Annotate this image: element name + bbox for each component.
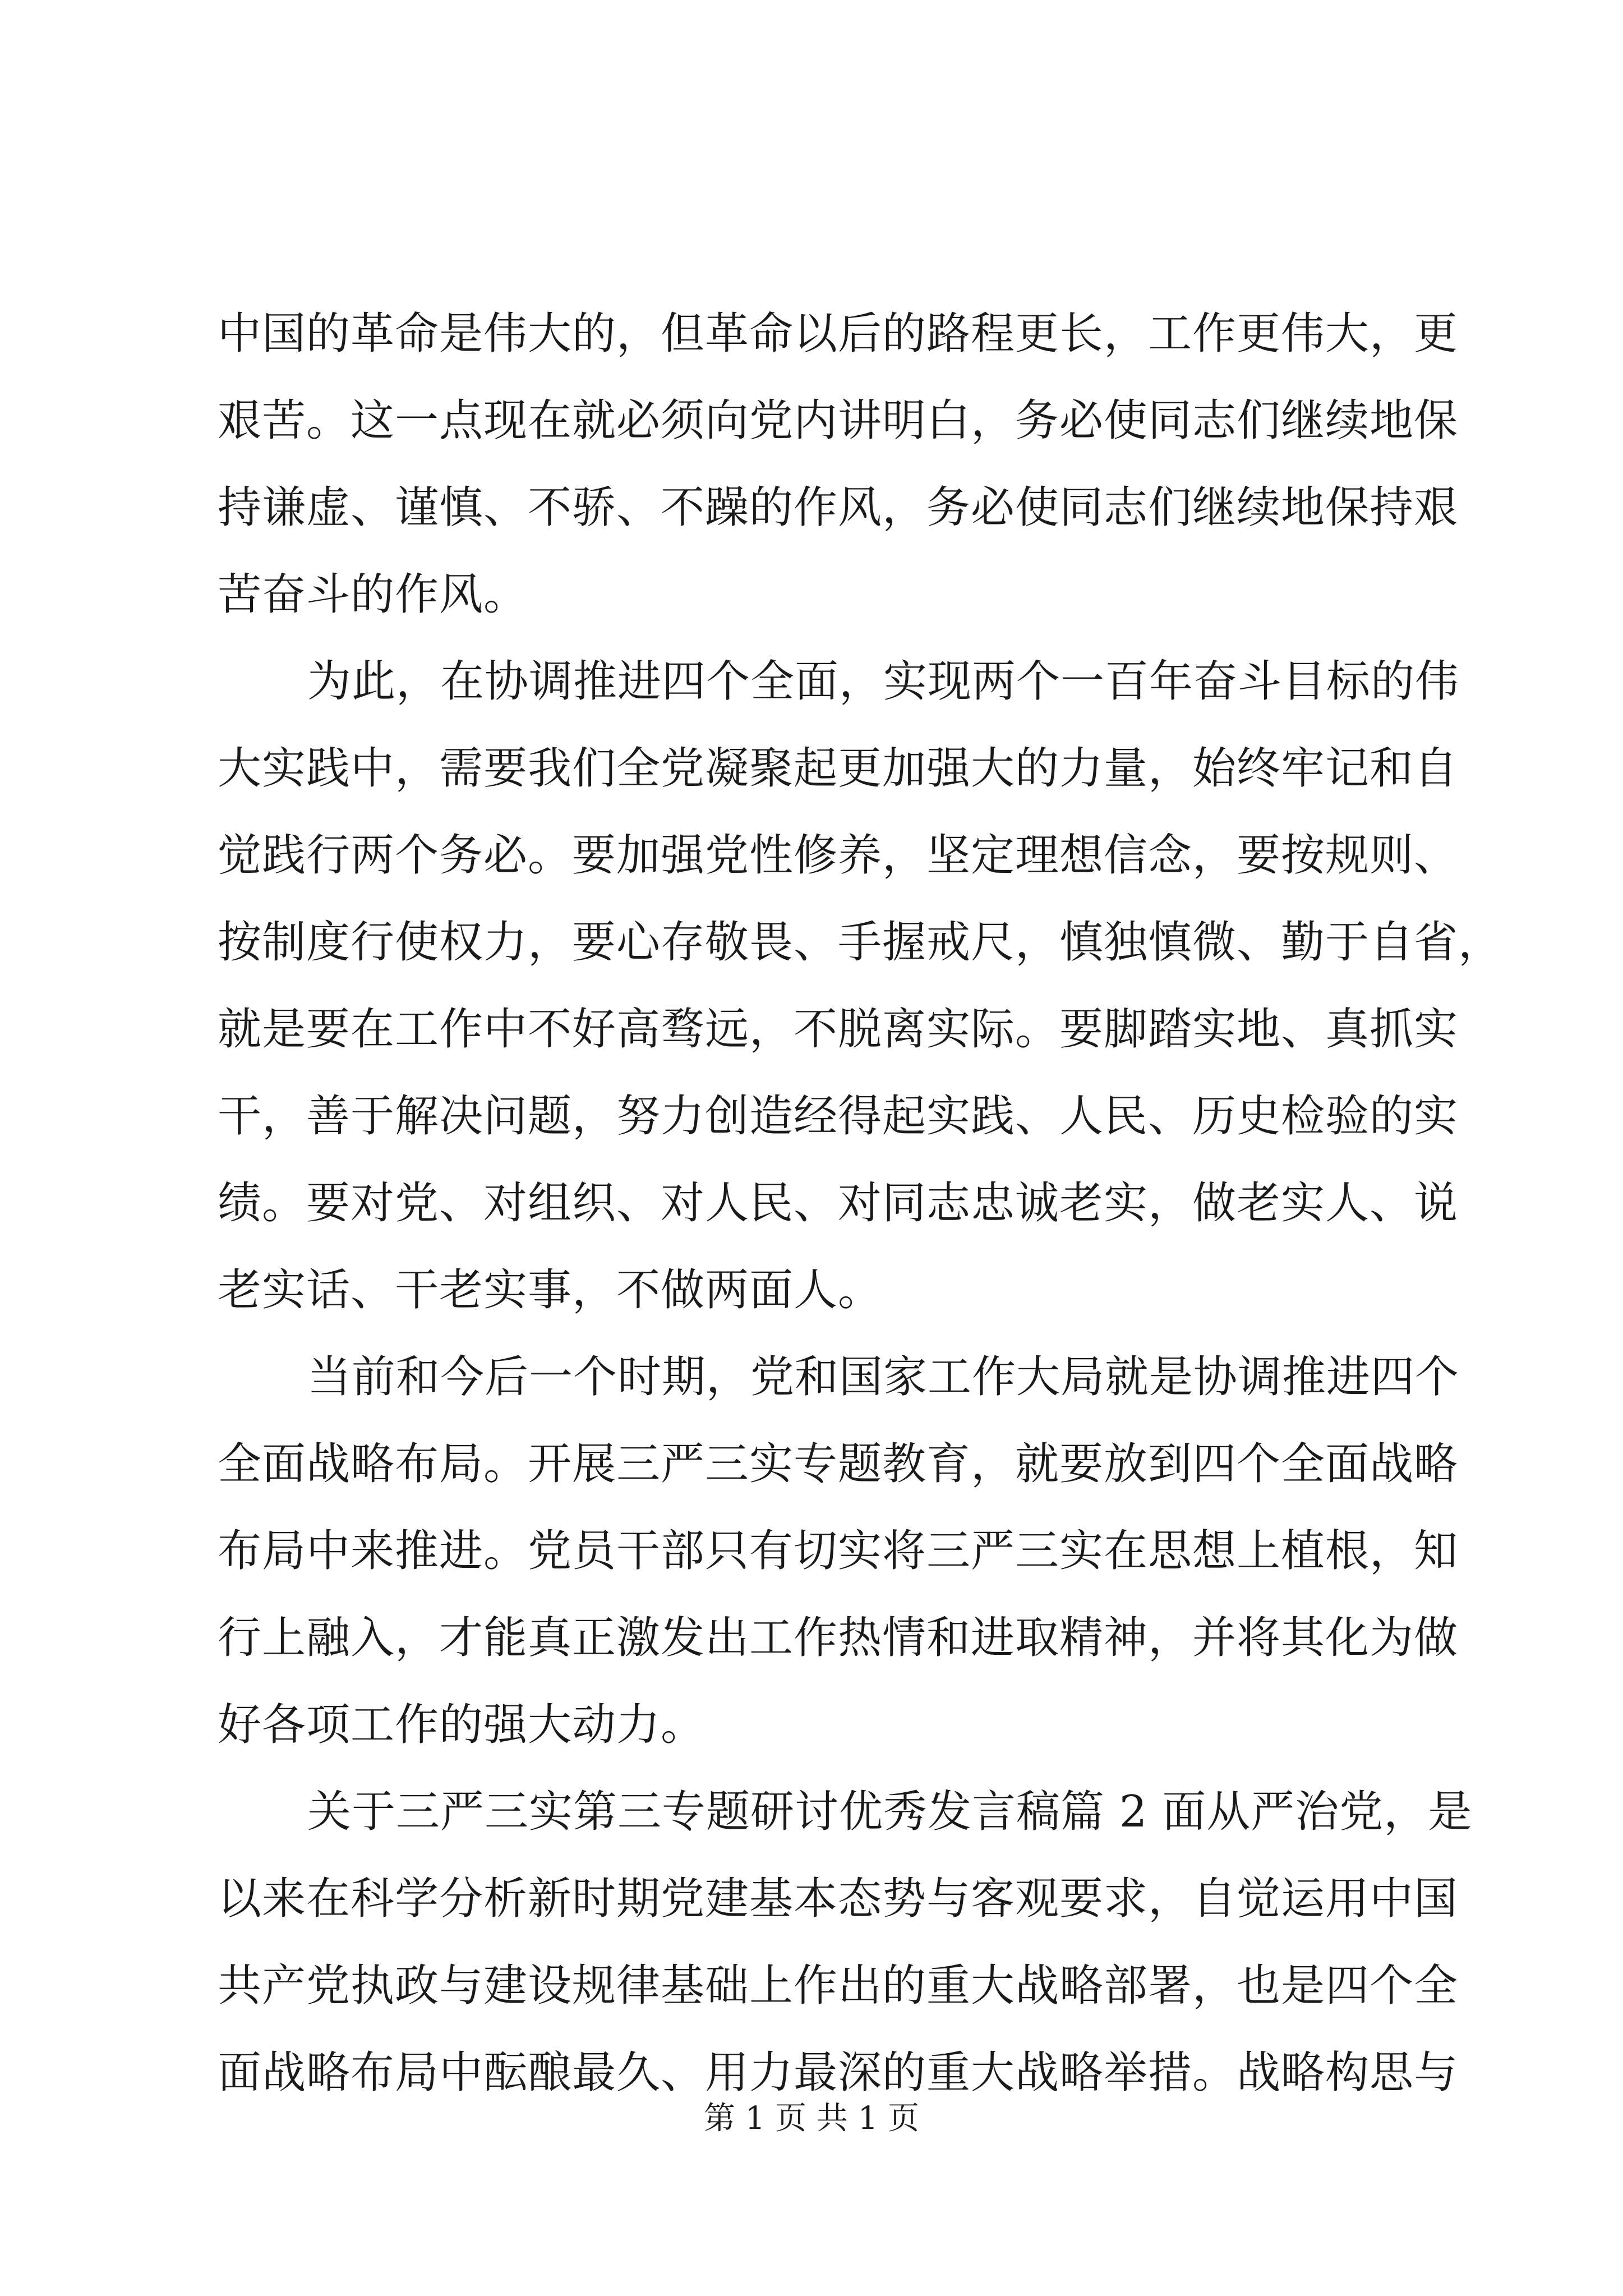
text-line: 全面战略布局。开展三严三实专题教育，就要放到四个全面战略 <box>218 1439 1459 1489</box>
text-line: 苦奋斗的作风。 <box>218 569 528 620</box>
paragraph-start-line: 为此，在协调推进四个全面，实现两个一百年奋斗目标的伟 <box>307 656 1460 707</box>
text-line: 绩。要对党、对组织、对人民、对同志忠诚老实，做老实人、说 <box>218 1178 1459 1228</box>
paragraph-start-line: 当前和今后一个时期，党和国家工作大局就是协调推进四个 <box>307 1352 1460 1402</box>
text-line: 面战略布局中酝酿最久、用力最深的重大战略举措。战略构思与 <box>218 2047 1459 2098</box>
text-line: 大实践中，需要我们全党凝聚起更加强大的力量，始终牢记和自 <box>218 743 1459 794</box>
text-line: 老实话、干老实事，不做两面人。 <box>218 1265 883 1315</box>
page-footer <box>0 2099 1623 2138</box>
text-line: 艰苦。这一点现在就必须向党内讲明白，务必使同志们继续地保 <box>218 395 1459 446</box>
text-line: 共产党执政与建设规律基础上作出的重大战略部署，也是四个全 <box>218 1961 1459 2011</box>
text-line: 行上融入，才能真正激发出工作热情和进取精神，并将其化为做 <box>218 1613 1459 1663</box>
document-body <box>218 291 1503 2116</box>
text-line: 觉践行两个务必。要加强党性修养，坚定理想信念，要按规则、 <box>218 830 1459 881</box>
text-line: 中国的革命是伟大的，但革命以后的路程更长，工作更伟大，更 <box>218 309 1459 359</box>
text-line: 好各项工作的强大动力。 <box>218 1700 706 1750</box>
page-number-text: 第 1 页 共 1 页 <box>703 2100 920 2137</box>
text-line: 持谦虚、谨慎、不骄、不躁的作风，务必使同志们继续地保持艰 <box>218 482 1459 533</box>
text-line: 按制度行使权力，要心存敬畏、手握戒尺，慎独慎微、勤于自省， <box>218 917 1503 968</box>
text-line: 以来在科学分析新时期党建基本态势与客观要求，自觉运用中国 <box>218 1874 1459 1924</box>
text-line: 干，善于解决问题，努力创造经得起实践、人民、历史检验的实 <box>218 1091 1459 1142</box>
text-line: 就是要在工作中不好高骛远，不脱离实际。要脚踏实地、真抓实 <box>218 1004 1459 1055</box>
text-line: 布局中来推进。党员干部只有切实将三严三实在思想上植根，知 <box>218 1526 1459 1576</box>
paragraph-start-line: 关于三严三实第三专题研讨优秀发言稿篇 2 面从严治党，是 <box>307 1787 1473 1837</box>
